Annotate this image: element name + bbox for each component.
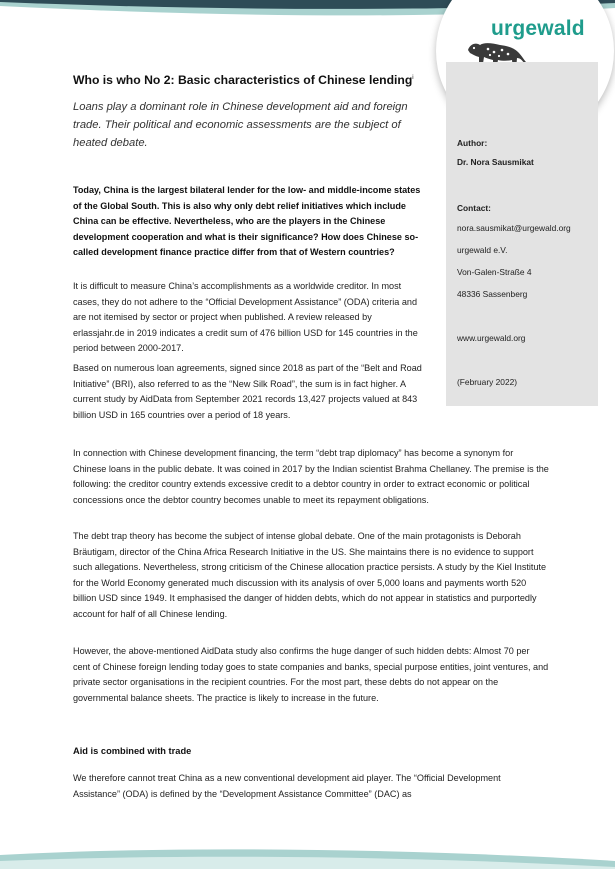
- paragraph: However, the above-mentioned AidData study also confirms the huge danger of such hidden debts: Almost 70 per cent of Chinese foreign lending today goes to state companies and banks, special purpose entities, joint ventures, and private sector organisations in the recipient countries. For the most part, these debts do not appear on the governmental balance sheets. The practice is likely to increase in the future.: [73, 646, 549, 703]
- paragraph: In connection with Chinese development financing, the term “debt trap diplomacy” has become a synonym for Chinese loans in the public debate. It was coined in 2017 by the Indian scientist Brahma Chellaney. The premise is the following: the creditor country extends excessive credit to a debtor country in order to extract economic or political concessions once the debtor country becomes unable to meet its repayment obligations.: [73, 448, 549, 505]
- paragraph: Based on numerous loan agreements, signed since 2018 as part of the “Belt and Road Initiative” (BRI), also referred to as the “New Silk Road”, the sum is in fact higher. A current study by AidData from September 2021 records 13,427 projects valued at 843 billion USD in 165 countries over a period of 18 years.: [73, 363, 422, 420]
- contact-label: Contact:: [457, 203, 491, 213]
- contact-email[interactable]: nora.sausmikat@urgewald.org: [457, 223, 571, 233]
- intro-text: Loans play a dominant role in Chinese development aid and foreign trade. Their political and economic assessments are the subject of heated debate.: [73, 101, 408, 149]
- contact-website[interactable]: www.urgewald.org: [457, 333, 526, 343]
- contact-street: Von-Galen-Straße 4: [457, 267, 532, 277]
- paragraph: It is difficult to measure China’s accomplishments as a worldwide creditor. In most cases, they do not adhere to the “Official Development Assistance” (ODA) criteria and are not itemised by sector or project when published. A review released by erlassjahr.de in 2019 indicates a credit sum of 476 billion USD for 145 countries in the period between 2000-2017.: [73, 281, 418, 354]
- publication-date: (February 2022): [457, 377, 518, 387]
- paragraph: The debt trap theory has become the subject of intense global debate. One of the main protagonists is Deborah Bräutigam, director of the China Africa Research Initiative in the US. She maintains there is no evidence to support such allegations. Nevertheless, strong criticism of the Chinese allocation practice persists. A study by the Kiel Institute for the World Economy generated much discussion with its analysis of over 5,000 loans and payments worth 520 billion USD since 1949. It emphasised the danger of hidden debts, which do not appear in statistics and purportedly account for half of all Chinese lending.: [73, 531, 547, 619]
- lead-paragraph: Today, China is the largest bilateral lender for the low- and middle-income states of the Global South. This is also why only debt relief initiatives which include China can be effective. Nevertheless, who are the players in the Chinese development cooperation and what is their significance? How does Chinese so-called development finance practice differ from that of Western countries?: [73, 185, 421, 258]
- contact-city: 48336 Sassenberg: [457, 289, 528, 299]
- title-footnote[interactable]: i: [412, 74, 414, 81]
- logo-text: urgewald: [491, 17, 585, 40]
- footer-band: [0, 841, 615, 869]
- author-name: Dr. Nora Sausmikat: [457, 157, 534, 167]
- info-sidebar: [446, 62, 598, 406]
- page-title: [73, 73, 414, 87]
- paragraph: We therefore cannot treat China as a new conventional development aid player. The “Official Development Assistance” (ODA) is defined by the “Development Assistance Committee” (DAC) as: [73, 773, 501, 799]
- title-text: Who is who No 2: Basic characteristics of Chinese lending: [73, 73, 413, 87]
- section-heading: Aid is combined with trade: [73, 746, 192, 756]
- author-label: Author:: [457, 138, 488, 148]
- contact-org: urgewald e.V.: [457, 245, 508, 255]
